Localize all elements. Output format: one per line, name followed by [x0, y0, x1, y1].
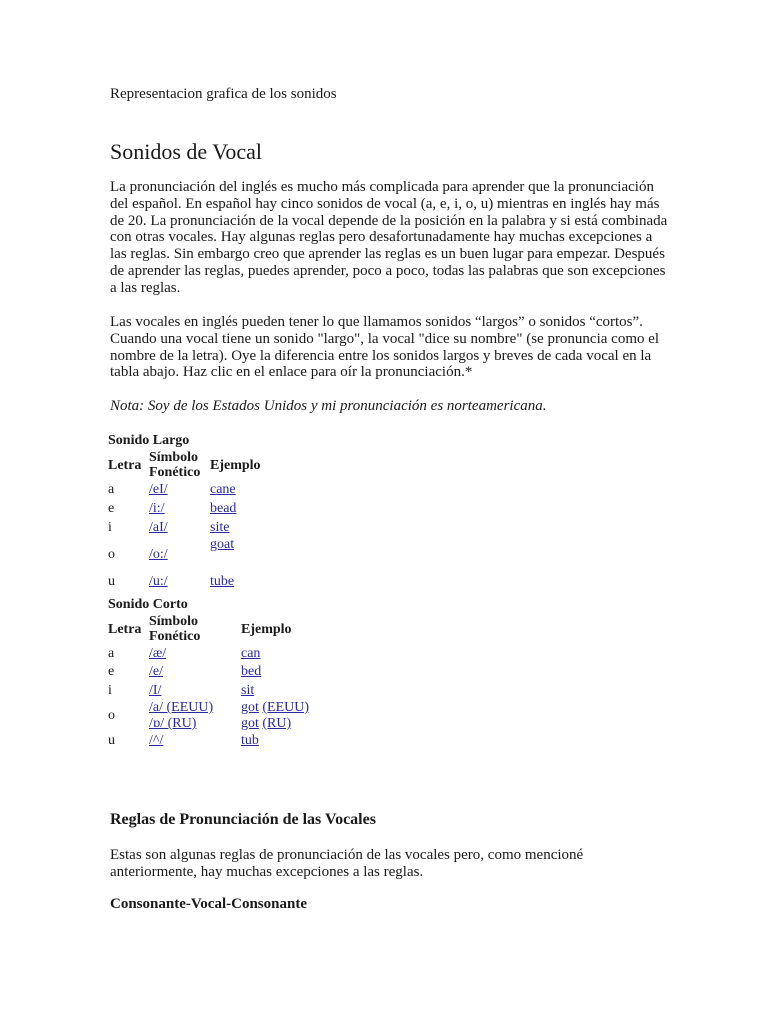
example-cell[interactable] — [239, 700, 311, 732]
symbol-link-text[interactable]: /æ/ — [149, 645, 167, 661]
example-link-region[interactable]: (RU) — [262, 716, 292, 731]
table-row — [106, 518, 263, 537]
column-header-symbol — [147, 614, 239, 644]
intro-paragraph: La pronunciación del inglés es mucho más complicada para aprender que la pronunciación del español. En español hay cinco sonidos de vocal (a, e, i, o, u) mientras en inglés hay más de 20. La pronunciación de la vocal depende de la posición en la palabra y si está combinada con otras vocales. Hay algunas reglas pero desafortunadamente hay muchas excepciones a las reglas. Sin embargo creo que aprender las reglas es un buen lugar para empezar. Después de aprender las reglas, puedes aprender, poco a poco, todas las palabras que son excepciones a las reglas. — [110, 179, 668, 296]
symbol-link[interactable] — [147, 663, 239, 681]
example-cell[interactable] — [239, 644, 311, 663]
example-link[interactable]: bed — [241, 664, 262, 679]
long-sound-label: Sonido Largo — [108, 433, 190, 448]
table-row — [106, 573, 263, 591]
page-title: Sonidos de Vocal — [110, 139, 262, 164]
letter-cell: i — [108, 519, 112, 535]
rules-heading: Reglas de Pronunciación de las Vocales — [110, 811, 376, 828]
column-header-symbol-line2: Fonético — [149, 465, 201, 480]
example-cell[interactable] — [208, 499, 263, 518]
example-link-region[interactable]: (EEUU) — [262, 700, 310, 715]
symbol-link-text[interactable]: /a/ (EEUU) — [149, 700, 214, 715]
example-cell[interactable] — [208, 518, 263, 537]
column-header-example: Ejemplo — [241, 621, 292, 637]
symbol-link[interactable] — [147, 681, 239, 700]
column-header-letter: Letra — [108, 457, 142, 473]
example-cell[interactable] — [239, 681, 311, 700]
symbol-link-text[interactable]: /i:/ — [149, 500, 165, 516]
short-vowel-table — [106, 614, 311, 750]
rules-paragraph: Estas son algunas reglas de pronunciación de las vocales pero, como mencioné anteriormente, hay muchas excepciones a las reglas. — [110, 847, 584, 880]
example-link[interactable]: site — [210, 519, 230, 535]
symbol-link[interactable] — [147, 732, 239, 750]
table-row — [106, 537, 263, 573]
letter-cell: u — [108, 574, 115, 589]
column-header-letter: Letra — [108, 621, 142, 637]
pronunciation-note: Nota: Soy de los Estados Unidos y mi pronunciación es norteamericana. — [110, 398, 547, 414]
example-link[interactable]: got — [241, 716, 259, 731]
symbol-link[interactable] — [147, 537, 208, 573]
symbol-link[interactable] — [147, 480, 208, 499]
table-row — [106, 732, 311, 750]
letter-cell: o — [108, 547, 115, 562]
example-cell[interactable] — [208, 573, 263, 591]
symbol-link[interactable] — [147, 518, 208, 537]
column-header-symbol-line1: Símbolo — [149, 450, 199, 465]
table-row — [106, 681, 311, 700]
column-header-example: Ejemplo — [210, 457, 261, 473]
example-cell[interactable] — [239, 663, 311, 681]
symbol-link-text[interactable]: /eI/ — [149, 481, 168, 497]
table-row — [106, 663, 311, 681]
symbol-link[interactable] — [147, 573, 208, 591]
example-link[interactable]: got — [241, 700, 259, 715]
symbol-link-text[interactable]: /I/ — [149, 682, 162, 698]
letter-cell: a — [108, 645, 115, 661]
example-link[interactable]: goat — [210, 537, 235, 552]
letter-cell: o — [108, 708, 115, 723]
symbol-link[interactable] — [147, 644, 239, 663]
table-row — [106, 644, 311, 663]
letter-cell: e — [108, 500, 115, 516]
example-cell[interactable] — [208, 537, 263, 573]
symbol-link-text[interactable]: /ɒ/ (RU) — [149, 716, 197, 731]
table-header-row — [106, 450, 263, 480]
document-topline: Representacion grafica de los sonidos — [110, 86, 337, 102]
long-short-paragraph: Las vocales en inglés pueden tener lo que llamamos sonidos “largos” o sonidos “cortos”. Cuando una vocal tiene un sonido "largo", la vocal "dice su nombre" (se pronuncia como el nombre de la letra). Oye la diferencia entre los sonidos largos y breves de cada vocal en la tabla abajo. Haz clic en el enlace para oír la pronunciación.* — [110, 314, 660, 381]
symbol-link-text[interactable]: /o:/ — [149, 547, 168, 562]
example-link[interactable]: tub — [241, 733, 259, 748]
letter-cell: i — [108, 682, 112, 698]
example-link[interactable]: sit — [241, 682, 255, 698]
symbol-link-text[interactable]: /e/ — [149, 664, 163, 679]
table-header-row — [106, 614, 311, 644]
example-link[interactable]: cane — [210, 481, 236, 497]
example-cell[interactable] — [239, 732, 311, 750]
symbol-link-text[interactable]: /aI/ — [149, 519, 168, 535]
example-cell[interactable] — [208, 480, 263, 499]
long-vowel-table — [106, 450, 263, 591]
column-header-symbol-line1: Símbolo — [149, 614, 199, 629]
table-row — [106, 480, 263, 499]
short-sound-label: Sonido Corto — [108, 597, 188, 612]
column-header-symbol — [147, 450, 208, 480]
example-link[interactable]: bead — [210, 500, 237, 516]
example-link[interactable]: can — [241, 645, 261, 661]
table-row — [106, 499, 263, 518]
table-row — [106, 700, 311, 732]
symbol-link-text[interactable]: /^/ — [149, 733, 164, 748]
symbol-link[interactable] — [147, 499, 208, 518]
letter-cell: a — [108, 481, 115, 497]
example-link[interactable]: tube — [210, 574, 235, 589]
letter-cell: e — [108, 664, 115, 679]
symbol-links[interactable] — [147, 700, 239, 732]
symbol-link-text[interactable]: /u:/ — [149, 574, 168, 589]
letter-cell: u — [108, 733, 115, 748]
cvc-heading: Consonante-Vocal-Consonante — [110, 896, 307, 912]
column-header-symbol-line2: Fonético — [149, 629, 201, 644]
